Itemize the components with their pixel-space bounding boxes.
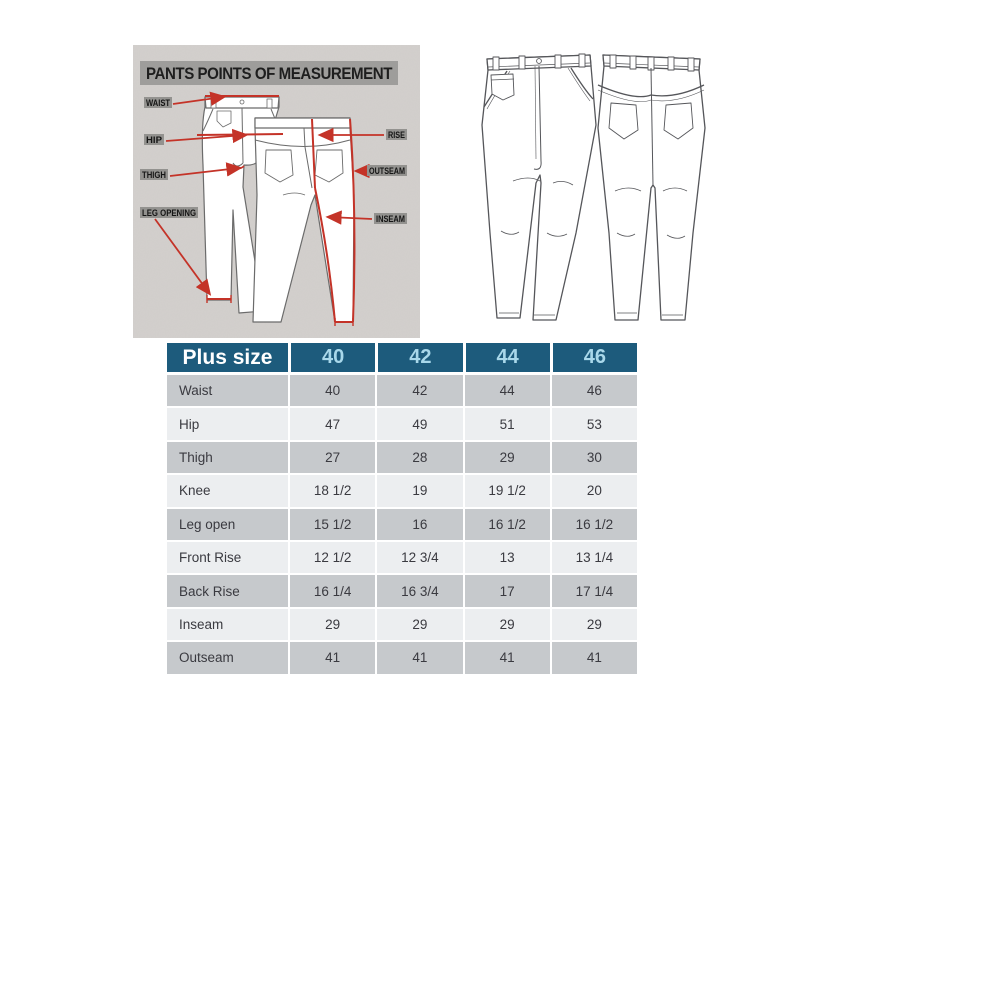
cell-value: 30 (552, 442, 637, 473)
cell-value: 53 (552, 408, 637, 439)
label-hip: HIP (146, 135, 162, 145)
row-label: Waist (167, 375, 288, 406)
cell-value: 41 (552, 642, 637, 673)
cell-value: 16 1/2 (552, 509, 637, 540)
header-cell-size (466, 343, 550, 372)
size-42: 42 (409, 346, 432, 368)
table-row-inseam (167, 609, 637, 640)
cell-value: 41 (290, 642, 375, 673)
size-table-body (167, 375, 637, 674)
label-inseam: INSEAM (376, 214, 405, 224)
cell-value: 13 (465, 542, 550, 573)
jeans-front-view (482, 54, 596, 320)
row-label: Leg open (167, 509, 288, 540)
cell-value: 42 (377, 375, 462, 406)
cell-value: 19 (377, 475, 462, 506)
row-label: Outseam (167, 642, 288, 673)
table-row-leg-open (167, 509, 637, 540)
cell-value: 12 1/2 (290, 542, 375, 573)
cell-value: 29 (377, 609, 462, 640)
size-40: 40 (322, 346, 345, 368)
size-46: 46 (583, 346, 606, 368)
header-cell-size (378, 343, 462, 372)
cell-value: 41 (465, 642, 550, 673)
cell-value: 20 (552, 475, 637, 506)
table-row-knee (167, 475, 637, 506)
diagram-title-bar (140, 61, 398, 85)
measurement-diagram (133, 45, 420, 338)
row-label: Front Rise (167, 542, 288, 573)
cell-value: 17 (465, 575, 550, 606)
table-row-back-rise (167, 575, 637, 606)
cell-value: 28 (377, 442, 462, 473)
header-cell-size (291, 343, 375, 372)
jeans-back-view (598, 55, 705, 320)
measurement-diagram-art (133, 45, 420, 338)
cell-value: 16 3/4 (377, 575, 462, 606)
cell-value: 49 (377, 408, 462, 439)
table-row-thigh (167, 442, 637, 473)
cell-value: 16 (377, 509, 462, 540)
cell-value: 12 3/4 (377, 542, 462, 573)
cell-value: 46 (552, 375, 637, 406)
cell-value: 44 (465, 375, 550, 406)
label-waist: WAIST (146, 98, 171, 108)
jeans-flat-sketches (463, 33, 737, 335)
cell-value: 19 1/2 (465, 475, 550, 506)
cell-value: 27 (290, 442, 375, 473)
jeans-flats-art (463, 33, 737, 335)
cell-value: 29 (465, 442, 550, 473)
row-label: Inseam (167, 609, 288, 640)
row-label: Knee (167, 475, 288, 506)
row-label: Thigh (167, 442, 288, 473)
size-table-header (167, 343, 637, 372)
label-leg-opening: LEG OPENING (142, 208, 196, 218)
cell-value: 13 1/4 (552, 542, 637, 573)
cell-value: 16 1/4 (290, 575, 375, 606)
size-44: 44 (496, 346, 519, 368)
label-thigh: THIGH (142, 170, 166, 180)
cell-value: 17 1/4 (552, 575, 637, 606)
header-cell-size (553, 343, 637, 372)
table-row-waist (167, 375, 637, 406)
table-title: Plus size (182, 345, 273, 369)
cell-value: 18 1/2 (290, 475, 375, 506)
cell-value: 51 (465, 408, 550, 439)
table-row-front-rise (167, 542, 637, 573)
cell-value: 47 (290, 408, 375, 439)
table-row-outseam (167, 642, 637, 673)
diagram-title: PANTS POINTS OF MEASUREMENT (146, 64, 393, 83)
size-table (167, 343, 637, 676)
label-outseam: OUTSEAM (369, 166, 405, 176)
cell-value: 40 (290, 375, 375, 406)
table-row-hip (167, 408, 637, 439)
cell-value: 41 (377, 642, 462, 673)
cell-value: 29 (552, 609, 637, 640)
cell-value: 15 1/2 (290, 509, 375, 540)
row-label: Hip (167, 408, 288, 439)
label-rise: RISE (388, 130, 405, 140)
cell-value: 29 (465, 609, 550, 640)
cell-value: 16 1/2 (465, 509, 550, 540)
row-label: Back Rise (167, 575, 288, 606)
header-cell-title (167, 343, 288, 372)
cell-value: 29 (290, 609, 375, 640)
